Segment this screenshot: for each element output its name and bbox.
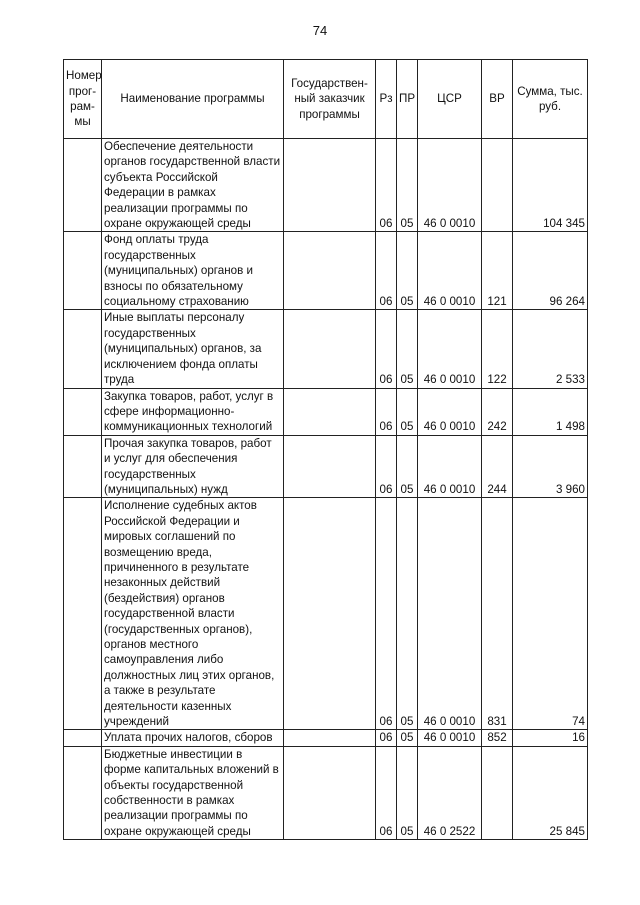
cell-vr: 831 [482,498,513,730]
cell-vr [482,746,513,839]
cell-customer [284,232,376,310]
cell-rz: 06 [376,746,397,839]
cell-csr: 46 0 0010 [418,232,482,310]
cell-customer [284,746,376,839]
cell-number [64,232,102,310]
header-csr: ЦСР [418,60,482,139]
cell-customer [284,498,376,730]
cell-customer [284,139,376,232]
cell-sum: 104 345 [513,139,588,232]
header-program-number: Номер прог- рам- мы [64,60,102,139]
cell-number [64,139,102,232]
cell-number [64,435,102,498]
cell-number [64,730,102,746]
cell-pr: 05 [397,310,418,388]
cell-pr: 05 [397,730,418,746]
header-rz: Рз [376,60,397,139]
cell-name: Иные выплаты персоналу государственных (муниципальных) органов, за исключением фонда оплаты труда [102,310,284,388]
cell-name: Прочая закупка товаров, работ и услуг для обеспечения государственных (муниципальных) нужд [102,435,284,498]
cell-pr: 05 [397,498,418,730]
cell-rz: 06 [376,139,397,232]
header-customer: Государствен- ный заказчик программы [284,60,376,139]
cell-sum: 1 498 [513,388,588,435]
cell-vr [482,139,513,232]
table-row [64,388,588,435]
table-row [64,232,588,310]
table-header-row [64,60,588,139]
cell-pr: 05 [397,139,418,232]
cell-csr: 46 0 0010 [418,310,482,388]
cell-customer [284,388,376,435]
cell-name: Фонд оплаты труда государственных (муниципальных) органов и взносы по обязательному социальному страхованию [102,232,284,310]
cell-vr: 122 [482,310,513,388]
cell-customer [284,435,376,498]
table-row [64,435,588,498]
cell-csr: 46 0 0010 [418,435,482,498]
cell-customer [284,730,376,746]
table-row [64,310,588,388]
cell-name: Закупка товаров, работ, услуг в сфере информационно-коммуникационных технологий [102,388,284,435]
cell-name: Уплата прочих налогов, сборов [102,730,284,746]
header-pr: ПР [397,60,418,139]
cell-vr: 242 [482,388,513,435]
cell-sum: 96 264 [513,232,588,310]
cell-name: Бюджетные инвестиции в форме капитальных вложений в объекты государственной собственности в рамках реализации программы по охране окружающей среды [102,746,284,839]
cell-customer [284,310,376,388]
cell-csr: 46 0 0010 [418,388,482,435]
cell-rz: 06 [376,310,397,388]
cell-number [64,498,102,730]
cell-sum: 2 533 [513,310,588,388]
page-number: 74 [312,23,328,38]
budget-table [63,59,588,840]
cell-pr: 05 [397,388,418,435]
cell-rz: 06 [376,232,397,310]
cell-sum: 74 [513,498,588,730]
header-name: Наименование программы [102,60,284,139]
cell-csr: 46 0 0010 [418,498,482,730]
cell-rz: 06 [376,730,397,746]
cell-pr: 05 [397,435,418,498]
cell-rz: 06 [376,435,397,498]
header-sum: Сумма, тыс. руб. [513,60,588,139]
cell-number [64,746,102,839]
cell-csr: 46 0 2522 [418,746,482,839]
cell-csr: 46 0 0010 [418,730,482,746]
cell-vr: 244 [482,435,513,498]
cell-csr: 46 0 0010 [418,139,482,232]
cell-pr: 05 [397,746,418,839]
cell-pr: 05 [397,232,418,310]
cell-sum: 3 960 [513,435,588,498]
table-row [64,498,588,730]
cell-vr: 852 [482,730,513,746]
table-row [64,746,588,839]
table-row [64,139,588,232]
cell-number [64,388,102,435]
cell-vr: 121 [482,232,513,310]
cell-number [64,310,102,388]
cell-rz: 06 [376,498,397,730]
header-vr: ВР [482,60,513,139]
cell-name: Исполнение судебных актов Российской Федерации и мировых соглашений по возмещению вреда, причиненного в результате незаконных действий (бездействия) органов государственной власти (государственных органов), органов местного самоуправления либо должностных лиц этих органов, а также в результате деятельности казенных учреждений [102,498,284,730]
cell-sum: 16 [513,730,588,746]
cell-sum: 25 845 [513,746,588,839]
cell-rz: 06 [376,388,397,435]
cell-name: Обеспечение деятельности органов государственной власти субъекта Российской Федерации в рамках реализации программы по охране окружающей среды [102,139,284,232]
table-row [64,730,588,746]
